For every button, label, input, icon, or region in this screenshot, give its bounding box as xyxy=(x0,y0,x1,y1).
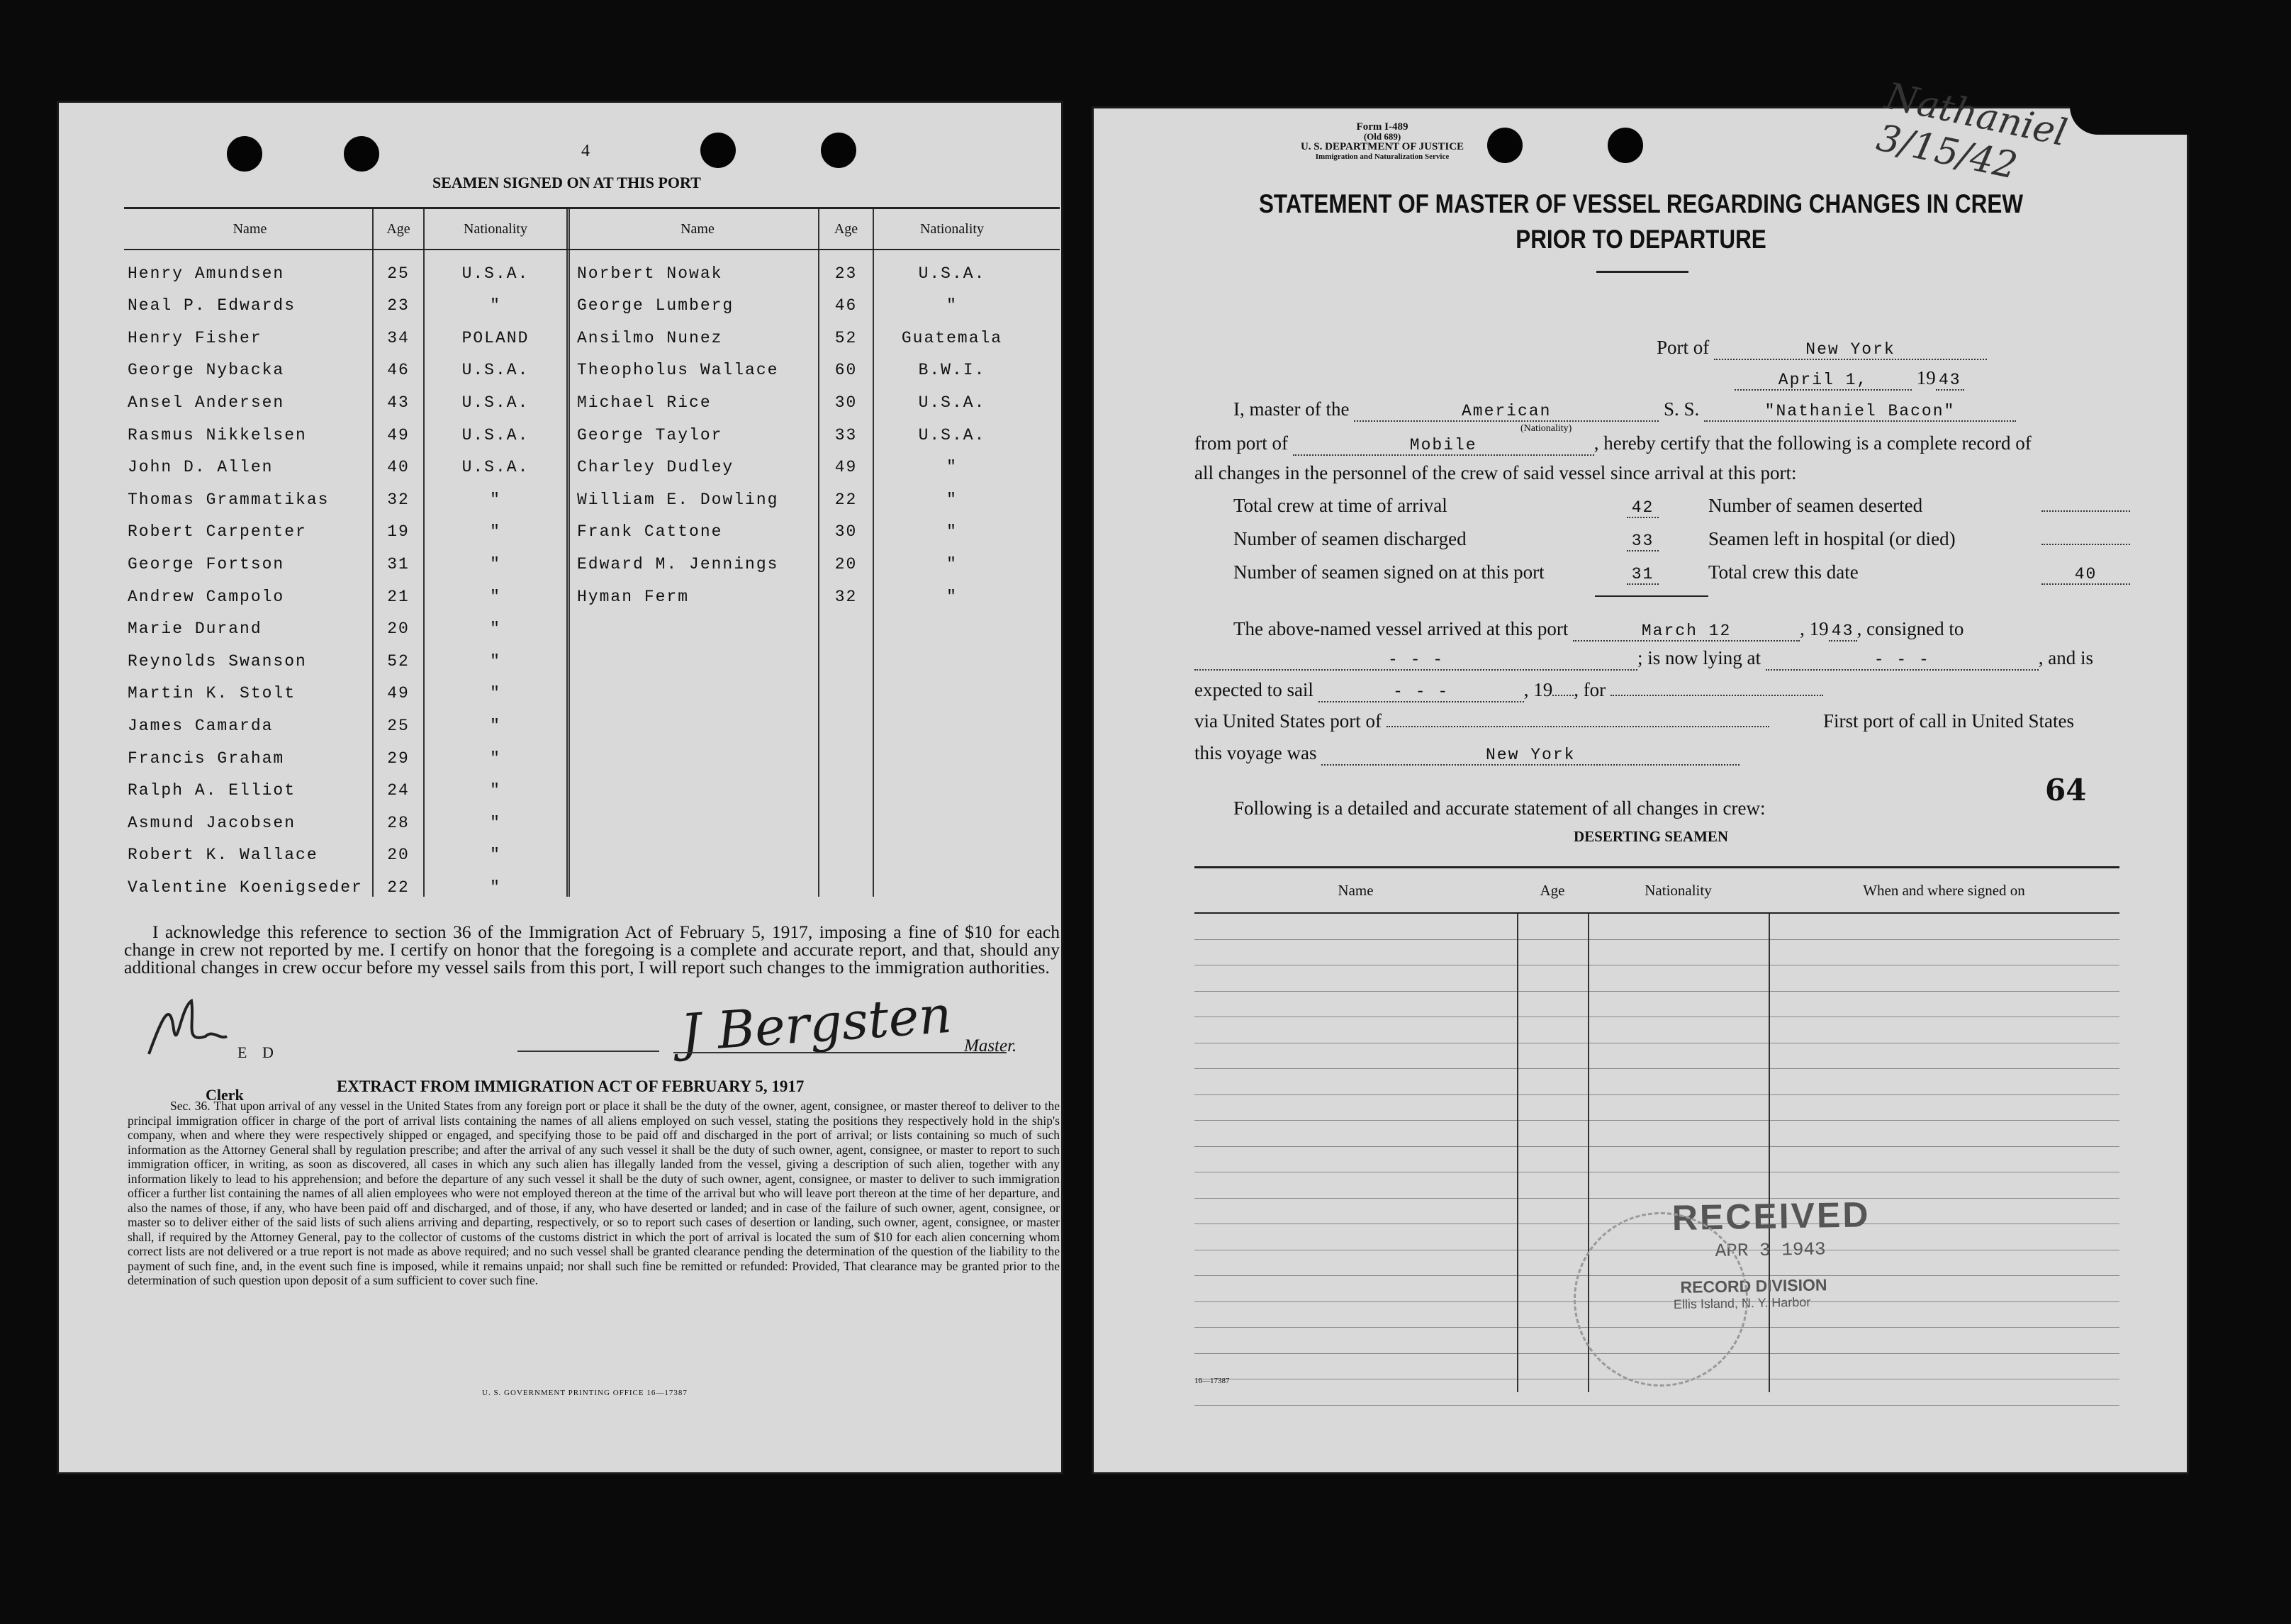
punch-hole xyxy=(1608,128,1643,163)
seaman-nationality: " xyxy=(423,476,566,509)
extract-text: Sec. 36. That upon arrival of any vessel in the United States from any foreign port or place it shall be the duty of the owner, agent, consignee, or master thereof to deliver to the principal immigration officer in charge of the port of arrival lists containing the names of all aliens employed on such vessel, stating the positions they respectively hold in the ship's company, when and where they were respectively shipped or engaged, and specifying those to be paid off and discharged in the port of arrival; or lists containing so much of such information as the Attorney General shall by regulation prescribe; and after the arrival of any such vessel it shall be the duty of such owner, agent, consignee, or master to report to such immigration officer, in writing, as soon as discovered, all cases in which any such alien has illegally landed from the vessel, giving a description of such alien, together with any information likely to lead to his apprehension; and before the departure of any such vessel it shall be the duty of such owner, agent, consignee, or master to deliver to such immigration officer a further list containing the names of all alien employees who were not employed thereon at the time of the arrival but who will leave port thereon at the time of her departure, and also the names of those, if any, who have been paid off and discharged, and of those, if any, who have deserted or landed; and in case of the failure of such owner, agent, consignee, or master so to deliver either of the said lists of such aliens arriving and departing, respectively, or so to report such cases of desertion or landing, such owner, agent, consignee, or master shall, if required by the Attorney General, pay to the collector of customs of the customs district in which the port of arrival is located the sum of $10 for each alien concerning whom correct lists are not delivered or a true report is not made as above required; and no such vessel shall be granted clearance pending the determination of the question of the liability to the payment of such fine, and, in the event such fine is imposed, while it remains unpaid; nor shall such fine be remitted or refunded: Provided, That clearance may be granted prior to the determination of such question upon deposit of a sum sufficient to cover such fine. xyxy=(128,1099,1060,1287)
punch-hole xyxy=(227,136,262,172)
seaman-name: Asmund Jacobsen xyxy=(128,813,296,832)
seaman-age: 33 xyxy=(818,412,873,444)
seaman-name: William E. Dowling xyxy=(566,476,818,509)
seaman-nationality: U.S.A. xyxy=(873,412,1030,444)
seaman-age: 21 xyxy=(372,573,423,606)
seaman-nationality xyxy=(873,671,1030,703)
crew-table-body xyxy=(124,250,1060,897)
seaman-age: 52 xyxy=(372,638,423,671)
received-stamp: RECEIVED APR 3 1943 RECORD DIVISION Ellis Island, N. Y. Harbor xyxy=(1671,1194,1871,1312)
seaman-age: 25 xyxy=(372,702,423,735)
seaman-name: Rasmus Nikkelsen xyxy=(128,425,307,444)
seaman-name: Francis Graham xyxy=(128,749,285,768)
deserting-table-header: Name Age Nationality When and where signed on xyxy=(1194,868,2119,914)
seaman-nationality xyxy=(873,606,1030,639)
left-page: 4 SEAMEN SIGNED ON AT THIS PORT Name Age Nationality Name Age Nationality Henry Amundsen 25 U.S.A. Norbert Nowak 23 U.S.A. Neal P. Edwards 23 " George Lumberg 46 " Henry Fisher 34 POLAND Ansilmo Nunez 52 Guatemala George Nybacka 46 U.S.A. Theopholus Wallace 60 B.W.I. Ansel Andersen 43 U.S.A. Michael Rice 30 U.S.A. Rasmus Nikkelsen 49 U.S.A. George Taylor 33 U.S.A. John D. Allen 40 U.S.A. Charley Dudley 49 " Thomas Grammatikas 32 " William E. Dowling 22 " Robert Carpenter 19 " Frank Cattone 30 " George Fortson 31 " Edward M. Jennings 20 " Andrew Campolo 21 " Hyman Ferm 32 " Marie Durand 20 " Reynolds Swanson 52 " Martin K. Stolt 49 " James Camarda 25 " Francis Graham 29 " Ralph A. Elliot 24 " Asmund Jacobsen 28 " Robert K. Wallace 20 " Valentine Koenigseder 22 " I acknowledge this reference to section 36 of the Immigration Act of February 5, 1917, imposing a fine of $10 for each change in crew not reported by me. I certify on honor that the foregoing is a complete and accurate report, and that, should any additional changes in crew occur before my vessel sails from this port, I will report such changes to the immigration authorities. E D J Bergsten Master. Clerk EXTRACT FROM IMMIGRATION ACT OF FEBRUARY 5, 1917 Sec. 36. That upon arrival of any vessel in the United States from any foreign port or place it shall be the duty of the owner, agent, consignee, or master thereof to deliver to the principal immigration officer in charge of the port of arrival lists containing the names of all aliens employed on such vessel, stating the positions they respectively hold in the ship's company, when and where they were respectively shipped or engaged, and specifying those to be paid off and discharged in the port of arrival; or lists containing so much of such information as the Attorney General shall by regulation prescribe; and after the arrival of any such vessel it shall be the duty of such owner, agent, consignee, or master to report to such immigration officer, in writing, as soon as discovered, all cases in which any such alien has illegally landed from the vessel, giving a description of such alien, together with any information likely to lead to his apprehension; and before the departure of any such vessel it shall be the duty of such owner, agent, consignee, or master to deliver to such immigration officer a further list containing the names of all alien employees who were not employed thereon at the time of the arrival but who will leave port thereon at the time of her departure, and also the names of those, if any, who have been paid off and discharged, and of those, if any, who have deserted or landed; and in case of the failure of such owner, agent, consignee, or master so to deliver either of the said lists of such aliens arriving and departing, respectively, or so to report such cases of desertion or landing, such owner, agent, consignee, or master shall, if required by the Attorney General, pay to the collector of customs of the customs district in which the port of arrival is located the sum of $10 for each alien concerning whom correct lists are not delivered or a true report is not made as above required; and no such vessel shall be granted clearance pending the determination of the question of the liability to the payment of such fine, and, in the event such fine is imposed, while it remains unpaid; nor shall such fine be remitted or refunded: Provided, That clearance may be granted prior to the determination of such question upon deposit of a sum sufficient to cover such fine. U. S. GOVERNMENT PRINTING OFFICE 16—17387 xyxy=(57,101,1063,1474)
table-row xyxy=(124,315,1060,347)
seaman-name xyxy=(566,735,818,768)
seaman-age: 46 xyxy=(818,283,873,315)
table-row xyxy=(124,347,1060,380)
seaman-nationality: " xyxy=(873,509,1030,542)
seaman-name: George Nybacka xyxy=(128,361,285,380)
seaman-nationality: " xyxy=(423,573,566,606)
deserting-table-row xyxy=(1194,1147,2119,1173)
seaman-age xyxy=(818,864,873,897)
deserting-title: DESERTING SEAMEN xyxy=(1574,828,1729,845)
col-age: Age xyxy=(818,209,873,249)
seaman-name xyxy=(566,702,818,735)
deserting-table-row xyxy=(1194,965,2119,992)
arrived-year: 43 xyxy=(1829,622,1857,642)
seaman-nationality: U.S.A. xyxy=(873,250,1030,283)
crew-table-header xyxy=(124,207,1060,250)
seaman-age: 22 xyxy=(818,476,873,509)
seaman-nationality: " xyxy=(423,283,566,315)
seaman-name: Frank Cattone xyxy=(566,509,818,542)
seaman-name: Ralph A. Elliot xyxy=(128,781,296,800)
seaman-nationality: " xyxy=(423,606,566,639)
voyage-value: New York xyxy=(1321,746,1740,766)
file-number: 64 xyxy=(2045,773,2087,807)
port-value: New York xyxy=(1714,340,1987,360)
seaman-name xyxy=(566,800,818,832)
table-row xyxy=(124,864,1060,897)
seaman-age: 30 xyxy=(818,509,873,542)
seaman-name xyxy=(566,638,818,671)
seaman-nationality xyxy=(873,735,1030,768)
table-row xyxy=(124,509,1060,542)
total-date-value: 40 xyxy=(2041,565,2130,585)
form-header xyxy=(1276,122,1489,162)
consignee-value: - - - xyxy=(1194,651,1637,671)
seaman-nationality: " xyxy=(423,864,566,897)
seaman-nationality: U.S.A. xyxy=(423,250,566,283)
deserting-table-row xyxy=(1194,992,2119,1018)
table-row xyxy=(124,702,1060,735)
seaman-name xyxy=(566,671,818,703)
discharged-value: 33 xyxy=(1627,532,1659,551)
seaman-nationality xyxy=(873,800,1030,832)
ship-name: "Nathaniel Bacon" xyxy=(1704,402,2016,422)
deserting-table-row xyxy=(1194,1043,2119,1070)
clerk-initials-signature xyxy=(142,987,234,1065)
seaman-name: Charley Dudley xyxy=(566,444,818,477)
seaman-nationality: " xyxy=(423,638,566,671)
seaman-nationality: " xyxy=(423,509,566,542)
seaman-nationality: U.S.A. xyxy=(423,444,566,477)
year-value: 43 xyxy=(1936,371,1964,391)
col-name: Name xyxy=(566,209,818,249)
seaman-age: 20 xyxy=(372,606,423,639)
seaman-name xyxy=(566,832,818,865)
port-label: Port of xyxy=(1657,337,1710,358)
seaman-age: 23 xyxy=(818,250,873,283)
signed-on-value: 31 xyxy=(1627,565,1659,585)
table-row xyxy=(124,444,1060,477)
table-row xyxy=(124,250,1060,283)
table-row xyxy=(124,573,1060,606)
table-row xyxy=(124,283,1060,315)
punch-hole xyxy=(344,136,379,172)
deserting-table-row xyxy=(1194,1017,2119,1043)
clerk-label: Clerk xyxy=(206,1086,244,1104)
punch-hole xyxy=(700,133,736,168)
via-port-value xyxy=(1387,726,1769,727)
seaman-age xyxy=(818,800,873,832)
seaman-age xyxy=(818,702,873,735)
seaman-age xyxy=(818,735,873,768)
seaman-name: Henry Fisher xyxy=(128,328,262,347)
seaman-age: 43 xyxy=(372,379,423,412)
total-arrival-value: 42 xyxy=(1627,498,1659,518)
seaman-name: Michael Rice xyxy=(566,379,818,412)
col-age: Age xyxy=(372,209,423,249)
table-row xyxy=(124,800,1060,832)
form-id: Form I-489 xyxy=(1356,121,1408,133)
seaman-nationality xyxy=(873,638,1030,671)
nationality-caption: (Nationality) xyxy=(1520,423,1572,434)
seaman-age xyxy=(818,768,873,800)
seaman-nationality xyxy=(873,768,1030,800)
col-nationality: Nationality xyxy=(423,209,566,249)
seaman-age: 34 xyxy=(372,315,423,347)
title-line-1: STATEMENT OF MASTER OF VESSEL REGARDING CHANGES IN CREW xyxy=(1258,189,2024,218)
from-port-value: Mobile xyxy=(1293,436,1594,456)
acknowledgement-text: I acknowledge this reference to section 36 of the Immigration Act of February 5, 1917, imposing a fine of $10 for each change in crew not reported by me. I certify on honor that the foregoing is a complete and accurate report, and that, should any additional changes in crew occur before my vessel sails from this port, I will report such changes to the immigration authorities. xyxy=(124,922,1060,978)
crew-table xyxy=(124,207,1060,897)
deserting-table-row xyxy=(1194,1069,2119,1095)
col-nationality: Nationality xyxy=(873,209,1030,249)
section-title: SEAMEN SIGNED ON AT THIS PORT xyxy=(432,174,701,191)
seaman-nationality: B.W.I. xyxy=(873,347,1030,380)
seaman-age: 49 xyxy=(372,671,423,703)
seaman-age: 30 xyxy=(818,379,873,412)
seaman-age: 22 xyxy=(372,864,423,897)
seaman-nationality: " xyxy=(873,283,1030,315)
deserting-table-row xyxy=(1194,1121,2119,1147)
seaman-age xyxy=(818,671,873,703)
seaman-nationality: " xyxy=(873,476,1030,509)
seaman-name: Robert K. Wallace xyxy=(128,846,318,865)
service: Immigration and Naturalization Service xyxy=(1315,152,1450,161)
table-row xyxy=(124,768,1060,800)
seaman-nationality: U.S.A. xyxy=(873,379,1030,412)
seaman-name: Martin K. Stolt xyxy=(128,684,296,703)
seaman-name: George Lumberg xyxy=(566,283,818,315)
seaman-nationality: " xyxy=(873,573,1030,606)
seaman-age xyxy=(818,638,873,671)
seaman-name: Marie Durand xyxy=(128,620,262,639)
table-row xyxy=(124,735,1060,768)
seaman-nationality: Guatemala xyxy=(873,315,1030,347)
punch-hole xyxy=(821,133,856,168)
table-row xyxy=(124,476,1060,509)
right-page: Form I-489 (Old 689) U. S. DEPARTMENT OF JUSTICE Immigration and Naturalization Service Nathaniel 3/15/42 STATEMENT OF MASTER OF VESSEL REGARDING CHANGES IN CREW PRIOR TO DEPARTURE Port of New York April 1, 19 43 I, master of the American S. S. "Nathaniel Bacon" (Nationality) from port of Mobile , hereby certify that the following is a complete record of all changes in the personnel of the crew of said vessel since arrival at this port: Total crew at time of arrival 42 Number of seamen deserted Number of seamen discharged 33 Seamen left in hospital (or died) Number of seamen signed on at this port 31 Total crew this date 40 The above-named vessel arrived at this port March 12 , 19 43 , consigned to - - - ; is now lying at - - - , and is expected to sail - - - , 19 , for via United States port of First port of call in United States this voyage was New York Following is a detailed and accurate statement of all changes in crew: 64 DESERTING SEAMEN Name Age Nationality When and where signed on RECEIVED APR 3 1943 RECORD DIVISION Ellis Island, N. Y. Harbor 16—17387 xyxy=(1092,106,2189,1474)
department: U. S. DEPARTMENT OF JUSTICE xyxy=(1300,141,1464,152)
deserting-table-row xyxy=(1194,914,2119,940)
expected-value: - - - xyxy=(1318,683,1524,702)
following-text: Following is a detailed and accurate statement of all changes in crew: xyxy=(1233,797,1766,819)
seaman-nationality: U.S.A. xyxy=(423,412,566,444)
seaman-age: 49 xyxy=(372,412,423,444)
master-label: Master. xyxy=(964,1036,1017,1055)
seaman-nationality: " xyxy=(423,541,566,573)
punch-hole xyxy=(1487,128,1523,163)
table-row xyxy=(124,638,1060,671)
seaman-age: 31 xyxy=(372,541,423,573)
seaman-nationality: " xyxy=(873,444,1030,477)
seaman-nationality xyxy=(873,864,1030,897)
seaman-nationality: " xyxy=(423,800,566,832)
all-changes-text: all changes in the personnel of the crew of said vessel since arrival at this port: xyxy=(1194,462,1797,483)
form-old: (Old 689) xyxy=(1363,131,1401,142)
seaman-nationality: " xyxy=(423,735,566,768)
seaman-nationality: " xyxy=(423,768,566,800)
form-number-footer: 16—17387 xyxy=(1194,1377,1230,1385)
seaman-age: 23 xyxy=(372,283,423,315)
seaman-nationality: " xyxy=(873,541,1030,573)
seaman-name: Ansilmo Nunez xyxy=(566,315,818,347)
torn-corner xyxy=(2070,106,2212,135)
lying-at-value: - - - xyxy=(1766,651,2039,671)
seaman-age xyxy=(818,606,873,639)
seaman-age: 28 xyxy=(372,800,423,832)
seaman-name: John D. Allen xyxy=(128,458,274,477)
seaman-nationality: " xyxy=(423,832,566,865)
seaman-name: Valentine Koenigseder xyxy=(128,878,363,897)
table-row xyxy=(124,832,1060,865)
seaman-age: 20 xyxy=(818,541,873,573)
seaman-name: George Taylor xyxy=(566,412,818,444)
seaman-name: James Camarda xyxy=(128,716,274,735)
seaman-nationality: U.S.A. xyxy=(423,347,566,380)
seaman-name xyxy=(566,864,818,897)
first-port-text: First port of call in United States xyxy=(1823,710,2074,732)
seaman-name: Hyman Ferm xyxy=(566,573,818,606)
seaman-nationality: U.S.A. xyxy=(423,379,566,412)
seaman-name: Theopholus Wallace xyxy=(566,347,818,380)
seaman-name: Ansel Andersen xyxy=(128,393,285,412)
hospital-value xyxy=(2041,544,2130,545)
seaman-age: 40 xyxy=(372,444,423,477)
seaman-age: 24 xyxy=(372,768,423,800)
nationality-value: American xyxy=(1354,402,1659,422)
seaman-name xyxy=(566,606,818,639)
seaman-name: Neal P. Edwards xyxy=(128,296,296,315)
seaman-nationality: " xyxy=(423,671,566,703)
printing-office: U. S. GOVERNMENT PRINTING OFFICE 16—17387 xyxy=(482,1389,688,1397)
seaman-nationality: " xyxy=(423,702,566,735)
arrived-date: March 12 xyxy=(1573,622,1800,642)
deserted-value xyxy=(2041,510,2130,512)
title-line-2: PRIOR TO DEPARTURE xyxy=(1516,225,1766,254)
seaman-name: Robert Carpenter xyxy=(128,522,307,542)
form-title xyxy=(1234,186,2048,257)
seaman-age: 32 xyxy=(818,573,873,606)
master-signature: J Bergsten xyxy=(678,984,954,1063)
seaman-age: 29 xyxy=(372,735,423,768)
table-row xyxy=(124,379,1060,412)
date-value: April 1, xyxy=(1735,371,1912,391)
extract-title: EXTRACT FROM IMMIGRATION ACT OF FEBRUARY 5, 1917 xyxy=(337,1077,805,1095)
seaman-nationality xyxy=(873,832,1030,865)
deserting-table-row xyxy=(1194,940,2119,966)
seaman-age: 32 xyxy=(372,476,423,509)
seaman-age: 46 xyxy=(372,347,423,380)
deserting-table-row xyxy=(1194,1095,2119,1121)
seaman-age: 60 xyxy=(818,347,873,380)
seaman-nationality xyxy=(873,702,1030,735)
seaman-age: 20 xyxy=(372,832,423,865)
seaman-nationality: POLAND xyxy=(423,315,566,347)
seaman-name: Andrew Campolo xyxy=(128,587,285,606)
seaman-name: Norbert Nowak xyxy=(566,250,818,283)
table-row xyxy=(124,541,1060,573)
seaman-name: Reynolds Swanson xyxy=(128,651,307,671)
table-row xyxy=(124,412,1060,444)
seaman-name: Thomas Grammatikas xyxy=(128,490,330,509)
seaman-age: 49 xyxy=(818,444,873,477)
seaman-age xyxy=(818,832,873,865)
seaman-name xyxy=(566,768,818,800)
table-row xyxy=(124,671,1060,703)
col-name: Name xyxy=(233,220,267,237)
seaman-age: 52 xyxy=(818,315,873,347)
seaman-name: George Fortson xyxy=(128,554,285,573)
seaman-age: 25 xyxy=(372,250,423,283)
round-stamp xyxy=(1574,1212,1748,1387)
seaman-name: Edward M. Jennings xyxy=(566,541,818,573)
table-row xyxy=(124,606,1060,639)
seaman-name: Henry Amundsen xyxy=(128,264,285,283)
page-number: 4 xyxy=(581,142,590,160)
seaman-age: 19 xyxy=(372,509,423,542)
handwritten-note: Nathaniel 3/15/42 xyxy=(1873,74,2071,188)
